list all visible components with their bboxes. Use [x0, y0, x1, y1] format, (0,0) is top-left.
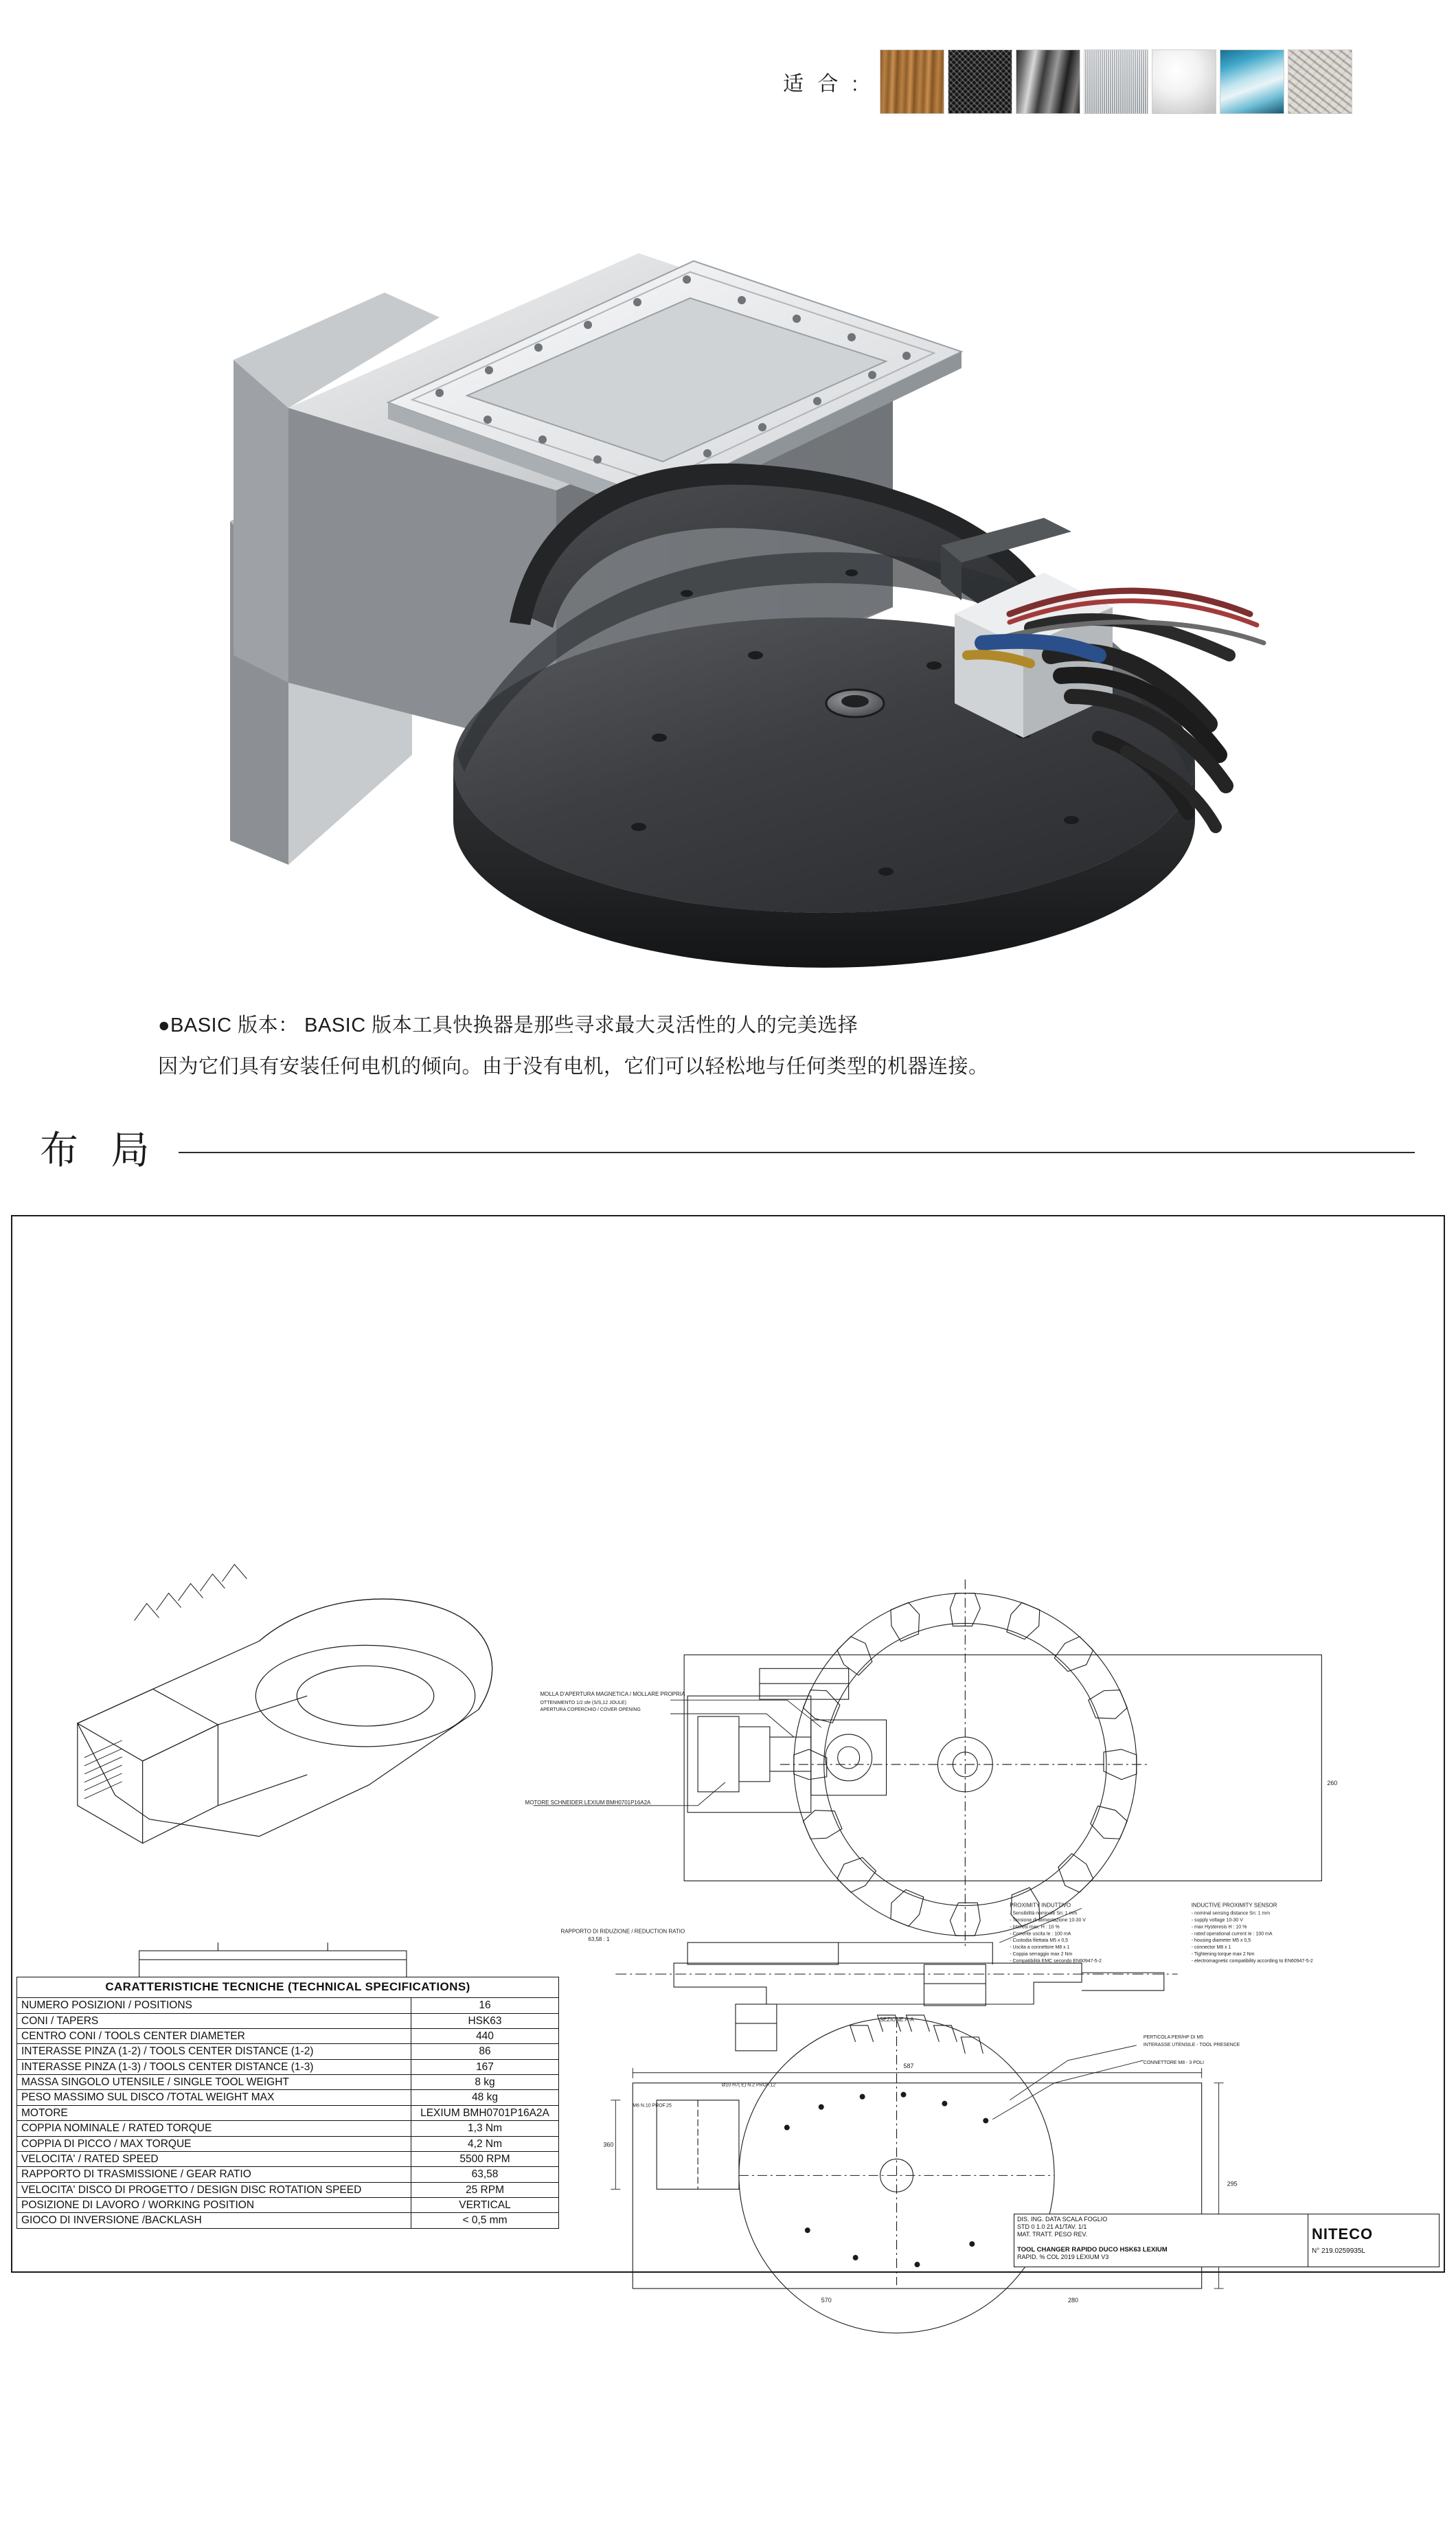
- carbon-fiber-swatch: [948, 49, 1012, 114]
- prox-en-3: - rated operational current Ie : 100 mA: [1191, 1931, 1273, 1937]
- section-divider: [179, 1152, 1415, 1153]
- callout-tool-presence-1: PERTICOLA PER/HP DI M5: [1143, 2034, 1204, 2040]
- stone-swatch: [1288, 49, 1352, 114]
- spec-label: INTERASSE PINZA (1-2) / TOOLS CENTER DISTANCE (1-2): [17, 2044, 411, 2059]
- dim-360: 360: [603, 2141, 614, 2148]
- title-block-meta-2: STD 0 1.0 21 A1/TAV. 1/1: [1017, 2223, 1087, 2231]
- spec-value: 25 RPM: [411, 2182, 559, 2197]
- callout-spring-2: OTTENIMENTO 1/2 sfe (S/S,12 JOULE): [540, 1700, 626, 1705]
- product-render-svg: [0, 133, 1456, 985]
- section-title: 布 局: [40, 1128, 161, 1172]
- spec-label: POSIZIONE DI LAVORO / WORKING POSITION: [17, 2198, 411, 2213]
- callout-hole-note: Ø10 H7( E) N.2 PROF.12: [722, 2082, 776, 2088]
- drawing-subtitle: RAPID. % COL 2019 LEXIUM V3: [1017, 2254, 1109, 2261]
- technical-specifications-table: [16, 1977, 559, 2229]
- spec-value: LEXIUM BMH0701P16A2A: [411, 2105, 559, 2120]
- spec-value: VERTICAL: [411, 2198, 559, 2213]
- spec-label: PESO MASSIMO SUL DISCO /TOTAL WEIGHT MAX: [17, 2090, 411, 2105]
- dim-587: 587: [903, 2062, 914, 2069]
- spec-value: HSK63: [411, 2013, 559, 2028]
- product-render-3d: [0, 133, 1456, 985]
- dim-570: 570: [821, 2296, 832, 2304]
- table-row: [17, 2167, 559, 2182]
- spec-label: INTERASSE PINZA (1-3) / TOOLS CENTER DISTANCE (1-3): [17, 2059, 411, 2074]
- prox-en-1: - supply voltage 10-30 V: [1191, 1918, 1243, 1923]
- callout-prox-en-title: INDUCTIVE PROXIMITY SENSOR: [1191, 1902, 1277, 1909]
- drawing-title-block: [1014, 2214, 1440, 2267]
- description-line-1: ●BASIC 版本： BASIC 版本工具快换器是那些寻求最大灵活性的人的完美选择: [158, 1014, 858, 1036]
- spec-value: 1,3 Nm: [411, 2121, 559, 2136]
- prox-en-7: - electromagnetic compatibility according to EN60947-5-2: [1191, 1958, 1313, 1964]
- table-row: [17, 2213, 559, 2228]
- callout-section-label: SEZIONE A-A: [879, 2016, 914, 2023]
- spec-label: GIOCO DI INVERSIONE /BACKLASH: [17, 2213, 411, 2228]
- prox-en-0: - nominal sensing distance Sn: 1 mm: [1191, 1911, 1271, 1916]
- spec-table-body: [17, 1998, 559, 2229]
- spec-value: 5500 RPM: [411, 2151, 559, 2166]
- spec-label: MOTORE: [17, 2105, 411, 2120]
- title-block-meta-3: MAT. TRATT. PESO REV.: [1017, 2231, 1088, 2238]
- table-row: [17, 2182, 559, 2197]
- callout-spring-3: APERTURA COPERCHIO / COVER OPENING: [540, 1707, 641, 1712]
- polished-steel-swatch: [1016, 49, 1080, 114]
- prox-en-6: - Tightening torque max 2 Nm: [1191, 1951, 1255, 1957]
- spec-label: COPPIA NOMINALE / RATED TORQUE: [17, 2121, 411, 2136]
- prox-en-4: - housing diameter M5 x 0,5: [1191, 1938, 1251, 1944]
- drawing-title: TOOL CHANGER RAPIDO DUCO HSK63 LEXIUM: [1017, 2245, 1168, 2254]
- title-block-identity: [1308, 2214, 1439, 2267]
- callout-screw-note: M6 N.10 PROF.25: [633, 2103, 672, 2109]
- callout-prox-it-title: PROXIMITY INDUTTIVO: [1010, 1902, 1071, 1909]
- spec-value: 167: [411, 2059, 559, 2074]
- prox-it-6: - Coppia serraggio max 2 Nm: [1010, 1951, 1073, 1957]
- company-logo: NITECO: [1312, 2225, 1374, 2243]
- table-row: [17, 2075, 559, 2090]
- spec-label: NUMERO POSIZIONI / POSITIONS: [17, 1998, 411, 2013]
- layout-section-heading: [0, 1093, 1456, 1175]
- table-row: [17, 2059, 559, 2074]
- table-row: [17, 2013, 559, 2028]
- dim-280: 280: [1068, 2296, 1079, 2304]
- brushed-aluminium-swatch: [1084, 49, 1148, 114]
- spec-label: COPPIA DI PICCO / MAX TORQUE: [17, 2136, 411, 2151]
- prox-it-4: - Custodia filettata M5 x 0,5: [1010, 1938, 1069, 1944]
- table-row: [17, 2105, 559, 2120]
- spec-value: 63,58: [411, 2167, 559, 2182]
- wood-swatch: [880, 49, 944, 114]
- spec-value: < 0,5 mm: [411, 2213, 559, 2228]
- product-description: [0, 985, 1209, 1083]
- callout-text-group: [525, 1691, 1338, 2304]
- prox-it-7: - Compatibilità EMC secondo EN60947-5-2: [1010, 1958, 1102, 1964]
- suitability-label: 适 合 :: [783, 73, 863, 95]
- leader-lines: [534, 1700, 1144, 2119]
- spec-value: 48 kg: [411, 2090, 559, 2105]
- spec-label: CENTRO CONI / TOOLS CENTER DIAMETER: [17, 2028, 411, 2043]
- view-top-plan: [684, 1579, 1321, 1949]
- suitability-row: [0, 0, 1456, 114]
- spec-value: 16: [411, 1998, 559, 2013]
- view-section-aa: [611, 2015, 1223, 2333]
- table-row: [17, 2090, 559, 2105]
- table-row: [17, 2198, 559, 2213]
- prox-en-2: - max Hysteresis H : 10 %: [1191, 1925, 1247, 1930]
- callout-motor: MOTORE SCHNEIDER LEXIUM BMH0701P16A2A: [525, 1799, 651, 1806]
- spec-label: VELOCITA' DISCO DI PROGETTO / DESIGN DISC ROTATION SPEED: [17, 2182, 411, 2197]
- prox-it-5: - Uscita a connettore M8 x 1: [1010, 1945, 1070, 1951]
- callout-gear-ratio-title: RAPPORTO DI RIDUZIONE / REDUCTION RATIO: [560, 1928, 685, 1935]
- spec-label: VELOCITA' / RATED SPEED: [17, 2151, 411, 2166]
- callout-spring-1: MOLLA D'APERTURA MAGNETICA / MOLLARE PROPRIA: [540, 1690, 685, 1697]
- view-isometric: [78, 1564, 492, 1843]
- table-row: [17, 1998, 559, 2013]
- plastic-swatch: [1152, 49, 1216, 114]
- spec-label: MASSA SINGOLO UTENSILE / SINGLE TOOL WEIGHT: [17, 2075, 411, 2090]
- technical-drawing-sheet: [11, 1215, 1445, 2304]
- table-row: [17, 2136, 559, 2151]
- title-block-meta-1: DIS. ING. DATA SCALA FOGLIO: [1017, 2215, 1108, 2223]
- prox-it-2: - Isteresi max. H : 10 %: [1010, 1925, 1060, 1930]
- callout-gear-ratio-value: 63,58 : 1: [588, 1936, 610, 1943]
- prox-en-5: - connector M8 x 1: [1191, 1945, 1231, 1951]
- glass-swatch: [1220, 49, 1284, 114]
- dim-260: 260: [1327, 1779, 1338, 1786]
- prox-it-3: - Corrente uscita Ie : 100 mA: [1010, 1931, 1071, 1937]
- drawing-number: N° 219.0259935L: [1312, 2247, 1365, 2256]
- callout-connector: CONNETTORE M8 - 3 POLI: [1143, 2060, 1205, 2065]
- callout-tool-presence-2: INTERASSE UTENSILE - TOOL PRESENCE: [1143, 2042, 1240, 2047]
- spec-table-title: CARATTERISTICHE TECNICHE (TECHNICAL SPECIFICATIONS): [17, 1977, 559, 1998]
- title-block-meta: [1014, 2214, 1308, 2267]
- description-line-2: 因为它们具有安装任何电机的倾向。由于没有电机，它们可以轻松地与任何类型的机器连接。: [158, 1056, 989, 1078]
- table-row: [17, 2028, 559, 2043]
- prox-it-0: - Sensibilità nominale Sn: 1 mm: [1010, 1911, 1078, 1916]
- material-swatch-list: [880, 49, 1352, 114]
- table-row: [17, 2151, 559, 2166]
- spec-label: CONI / TAPERS: [17, 2013, 411, 2028]
- prox-it-1: - Tensione di alimentazione 10-30 V: [1010, 1918, 1086, 1923]
- dim-295: 295: [1227, 2180, 1238, 2188]
- spec-value: 440: [411, 2028, 559, 2043]
- spec-value: 86: [411, 2044, 559, 2059]
- spec-label: RAPPORTO DI TRASMISSIONE / GEAR RATIO: [17, 2167, 411, 2182]
- spec-value: 4,2 Nm: [411, 2136, 559, 2151]
- spec-value: 8 kg: [411, 2075, 559, 2090]
- table-row: [17, 2044, 559, 2059]
- table-row: [17, 2121, 559, 2136]
